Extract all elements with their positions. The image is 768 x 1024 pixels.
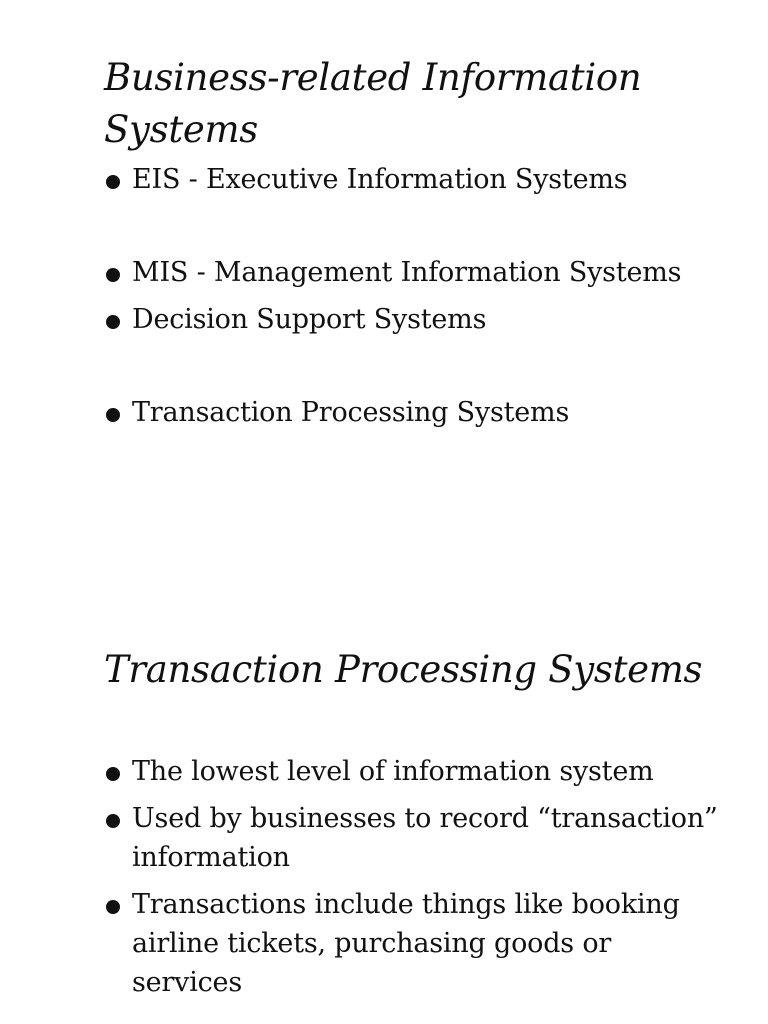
bullet-dot-icon [106,315,120,329]
slide-business-information-systems [104,52,724,432]
slide-heading: Business-related Information Systems [104,56,642,151]
bullet-item [104,885,724,1002]
bullet-item [104,253,724,292]
slide-transaction-processing-systems [104,644,724,1002]
bullet-text: EIS - Executive Information Systems [132,164,628,195]
bullet-text: MIS - Management Information Systems [132,257,682,288]
bullet-dot-icon [106,767,120,781]
bullet-item [104,160,724,199]
bullet-text: The lowest level of information system [132,756,654,787]
bullet-list [104,752,724,1002]
bullet-text: Transaction Processing Systems [132,397,570,428]
bullet-text: Transactions include things like booking airline tickets, purchasing goods or services [132,889,680,998]
bullet-item [104,393,724,432]
bullet-text: Used by businesses to record “transaction” information [132,803,718,873]
bullet-item [104,300,724,339]
bullet-dot-icon [106,814,120,828]
bullet-dot-icon [106,268,120,282]
bullet-text: Decision Support Systems [132,304,487,335]
bullet-dot-icon [106,408,120,422]
bullet-item [104,799,724,877]
bullet-dot-icon [106,175,120,189]
bullet-item [104,752,724,791]
bullet-dot-icon [106,900,120,914]
bullet-list [104,160,724,432]
slide-heading: Transaction Processing Systems [104,648,703,691]
